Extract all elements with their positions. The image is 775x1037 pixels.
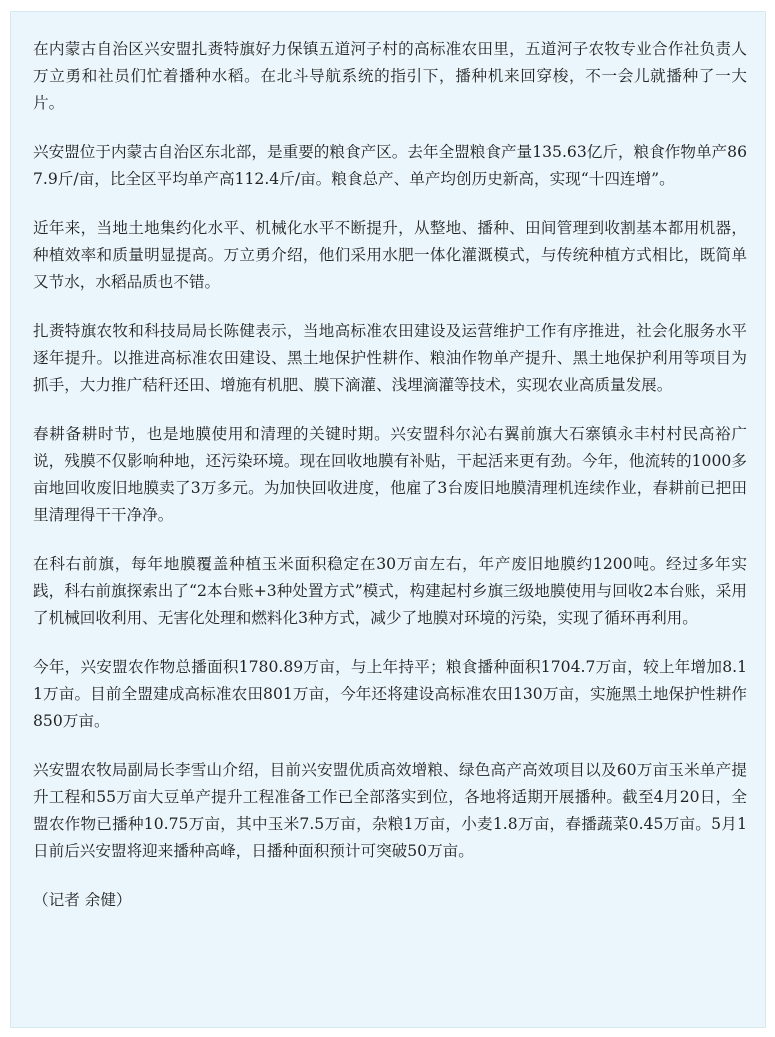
paragraph-5: 春耕备耕时节，也是地膜使用和清理的关键时期。兴安盟科尔沁右翼前旗大石寨镇永丰村村民高裕广说，残膜不仅影响种地，还污染环境。现在回收地膜有补贴，干起活来更有劲。今年，他流转的1000多亩地回收废旧地膜卖了3万多元。为加快回收进度，他雇了3台废旧地膜清理机连续作业，春耕前已把田里清理得干干净净。 xyxy=(33,425,747,524)
byline: （记者 余健） xyxy=(33,891,132,909)
paragraph-1: 在内蒙古自治区兴安盟扎赉特旗好力保镇五道河子村的高标准农田里，五道河子农牧专业合作社负责人万立勇和社员们忙着播种水稻。在北斗导航系统的指引下，播种机来回穿梭，不一会儿就播种了一大片。 xyxy=(33,40,747,112)
paragraph-8: 兴安盟农牧局副局长李雪山介绍，目前兴安盟优质高效增粮、绿色高产高效项目以及60万亩玉米单产提升工程和55万亩大豆单产提升工程准备工作已全部落实到位，各地将适期开展播种。截至4月20日，全盟农作物已播种10.75万亩，其中玉米7.5万亩，杂粮1万亩，小麦1.8万亩，春播蔬菜0.45万亩。5月1日前后兴安盟将迎来播种高峰，日播种面积预计可突破50万亩。 xyxy=(33,761,747,860)
paragraph-4: 扎赉特旗农牧和科技局局长陈健表示，当地高标准农田建设及运营维护工作有序推进，社会化服务水平逐年提升。以推进高标准农田建设、黑土地保护性耕作、粮油作物单产提升、黑土地保护利用等项目为抓手，大力推广秸秆还田、增施有机肥、膜下滴灌、浅埋滴灌等技术，实现农业高质量发展。 xyxy=(33,322,747,394)
paragraph-6: 在科右前旗，每年地膜覆盖种植玉米面积稳定在30万亩左右，年产废旧地膜约1200吨。经过多年实践，科右前旗探索出了“2本台账+3种处置方式”模式，构建起村乡旗三级地膜使用与回收2本台账，采用了机械回收利用、无害化处理和燃料化3种方式，减少了地膜对环境的污染，实现了循环再利用。 xyxy=(33,555,747,627)
paragraph-7: 今年，兴安盟农作物总播面积1780.89万亩，与上年持平；粮食播种面积1704.7万亩，较上年增加8.11万亩。目前全盟建成高标准农田801万亩，今年还将建设高标准农田130万亩，实施黑土地保护性耕作850万亩。 xyxy=(33,658,747,730)
article-body xyxy=(33,36,747,914)
paragraph-2: 兴安盟位于内蒙古自治区东北部，是重要的粮食产区。去年全盟粮食产量135.63亿斤，粮食作物单产867.9斤/亩，比全区平均单产高112.4斤/亩。粮食总产、单产均创历史新高，实现“十四连增”。 xyxy=(33,143,747,188)
paragraph-3: 近年来，当地土地集约化水平、机械化水平不断提升，从整地、播种、田间管理到收割基本都用机器，种植效率和质量明显提高。万立勇介绍，他们采用水肥一体化灌溉模式，与传统种植方式相比，既简单又节水，水稻品质也不错。 xyxy=(33,219,747,291)
article-panel xyxy=(10,11,766,1028)
